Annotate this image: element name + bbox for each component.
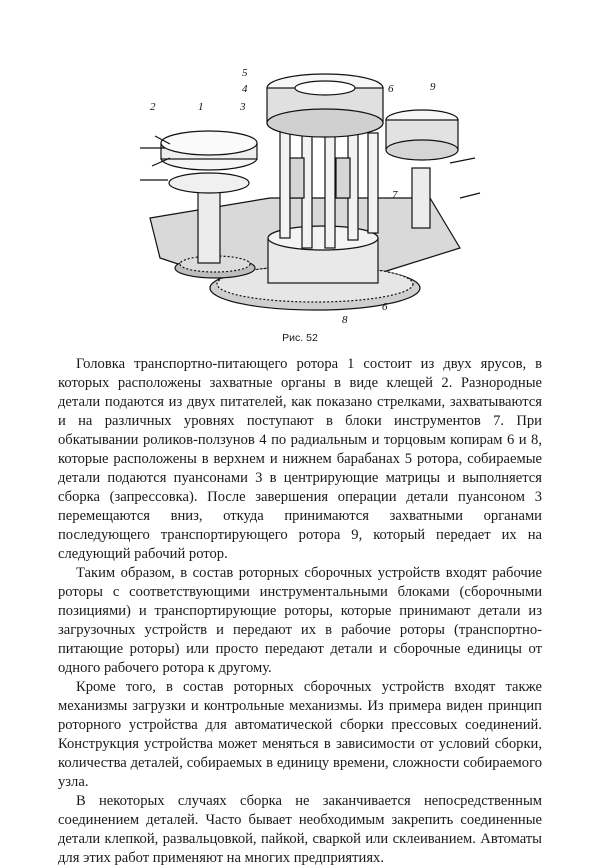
paragraph-4: В некоторых случаях сборка не заканчивается непосредственным соединением деталей. Часто бывает необходимым закрепить соединенные детали клепкой, развальцовкой, пайкой, сваркой или склеиванием. Автоматы для этих работ применяют на многих предприятиях.	[58, 793, 542, 866]
paragraph-2: Таким образом, в состав роторных сборочных устройств входят рабочие роторы с соответствующими инструментальными блоками (сборочными позициями) и транспортирующие роторы, которые принимают детали из загрузочных устройств и передают их в рабочие роторы (транспортно-питающие роторы) или просто передают детали и сборочные единицы от одного рабочего ротора к другому.	[58, 565, 542, 676]
paragraph-3: Кроме того, в состав роторных сборочных устройств входят также механизмы загрузки и контрольные механизмы. Из примера виден принцип роторного устройства для автоматической сборки прессовых соединений. Конструкция устройства может меняться в зависимости от условий сборки, количества деталей, собираемых в единицу времени, сложности собираемого узла.	[58, 679, 542, 790]
label-1: 1	[198, 101, 204, 113]
label-8: 8	[342, 314, 348, 326]
paragraph-1: Головка транспортно-питающего ротора 1 состоит из двух ярусов, в которых расположены захватные органы в виде клещей 2. Разнородные детали подаются из двух питателей, как показано стрелками, захватываются и на различных уровнях поступают в блоки инструментов 7. При обкатывании роликов-ползунов 4 по радиальным и торцовым копирам 6 и 8, которые расположены в верхнем и нижнем барабанах 5 ротора, собираемые детали подаются пуансонами 3 в центрирующие матрицы и выполняется сборка (запрессовка). После завершения операции детали пуансоном 3 перемещаются вниз, откуда принимаются захватными органами последующего транспортирующего ротора 9, который передает их на следующий рабочий ротор.	[58, 356, 542, 562]
figure-caption: Рис. 52	[282, 332, 318, 344]
label-9: 9	[430, 81, 436, 93]
label-3: 3	[240, 101, 246, 113]
label-4: 4	[242, 83, 248, 95]
body-text	[58, 355, 542, 868]
label-7: 7	[392, 189, 398, 201]
label-2: 2	[150, 101, 156, 113]
label-6-bottom: 6	[382, 301, 388, 313]
label-5: 5	[242, 67, 248, 79]
label-6-top: 6	[388, 83, 394, 95]
rotor-drawing	[130, 48, 490, 328]
rotor-assembly-figure	[130, 48, 490, 328]
